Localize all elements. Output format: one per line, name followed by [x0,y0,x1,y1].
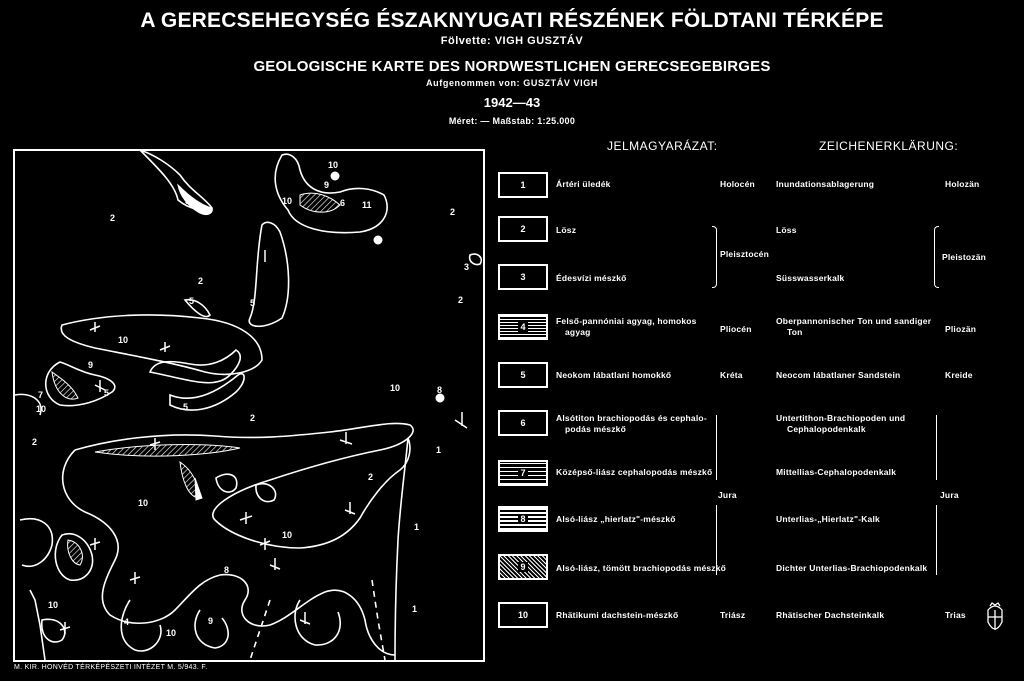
legend-label-de: Inundationsablagerung [776,179,875,189]
legend-label-hu: Alsó-liász „hierlatz"-mészkő [556,514,676,524]
hatched-body [300,193,340,212]
formation-outline [216,474,237,492]
hatched-body [95,445,240,457]
legend-swatch: 7 [498,460,548,486]
map-frame [14,150,484,661]
legend-header-hungarian: JELMAGYARÁZAT: [607,139,718,153]
map-label: 10 [166,628,177,638]
legend-label-de: Mittellias-Cephalopodenkalk [776,467,897,477]
map-label: 1 [414,522,420,532]
formation-outline [42,619,65,642]
legend-label-de: Oberpannonischer Ton und sandiger [776,316,932,326]
legend-group-pleistocene-de: Pleistozän [942,252,987,262]
legend-bracket [712,226,717,288]
dip-symbol [90,538,100,550]
map-label: 2 [198,276,204,286]
legend-swatch: 6 [498,410,548,436]
dip-symbol [240,512,252,524]
formation-outline [63,450,395,655]
solid-body [178,185,212,215]
map-label: 9 [324,180,330,190]
map-label: 5 [189,296,195,306]
legend-age-de: Kreide [945,370,973,380]
legend-label-de: Dichter Unterlias-Brachiopodenkalk [776,563,928,573]
legend-age-de: Pliozän [945,324,977,334]
map-label: 10 [282,530,293,540]
map-label: 5 [185,196,191,206]
map-label: 3 [464,262,470,272]
legend-label-hu: Alsó-liász, tömött brachiopodás mészkő [556,563,727,573]
legend-label-de: Neocom lábatlaner Sandstein [776,370,901,380]
legend-bracket-line [716,505,717,575]
legend-swatch: 9 [498,554,548,580]
dip-symbol [130,572,140,584]
legend-group-jura-hu: Jura [718,490,737,500]
legend-label-hu: Felső-pannóniai agyag, homokos [556,316,697,326]
dip-symbol [345,502,355,514]
legend-label-hu: Neokom lábatlani homokkő [556,370,672,380]
map-label: 11 [362,200,372,210]
formation-outline [250,600,270,660]
map-title-hungarian: A GERECSEHEGYSÉG ÉSZAKNYUGATI RÉSZÉNEK FÖLDTANI TÉRKÉPE [140,9,884,32]
legend-bracket [934,226,939,288]
map-label: 1 [412,604,418,614]
map-label: 10 [118,335,129,345]
dip-symbol [455,412,467,428]
spot [374,236,382,244]
legend-bracket-line [716,415,717,480]
map-label: 10 [390,383,401,393]
map-label: 9 [88,360,94,370]
map-label: 2 [368,472,374,482]
legend-age-hu: Holocén [720,179,755,189]
formation-outline [470,254,482,264]
legend-age-hu: Kréta [720,370,743,380]
map-label: 7 [38,390,44,400]
map-label: 10 [36,404,47,414]
map-label: 5 [104,388,110,398]
dip-symbol [340,432,352,444]
map-scale: Méret: — Maßstab: 1:25.000 [448,116,576,126]
legend-age-hu: Pliocén [720,324,752,334]
legend-age-de: Holozän [945,179,980,189]
spot [436,394,444,402]
legend-label-de: Süsswasserkalk [776,273,845,283]
legend-label-de: Löss [776,225,797,235]
hatched-body [52,372,78,399]
legend-label-de-cont: Ton [787,327,803,337]
solid-body [195,478,202,500]
legend-label-hu-cont: podás mészkő [565,424,626,434]
map-label: 9 [208,616,214,626]
legend-label-hu: Édesvízi mészkő [556,273,627,283]
map-title-german: GEOLOGISCHE KARTE DES NORDWESTLICHEN GERECSEGEBIRGES [253,58,771,75]
formation-outline [30,590,45,660]
legend-bracket-line [936,415,937,480]
formation-outline [20,519,52,567]
formation-outline [256,484,276,502]
legend-label-hu: Ártéri üledék [556,179,611,189]
map-label: 2 [110,213,116,223]
legend-label-de: Rhätischer Dachsteinkalk [776,610,885,620]
dip-symbol [90,322,100,332]
map-label: 10 [328,160,339,170]
legend-swatch: 10 [498,602,548,628]
map-label: 10 [282,196,293,206]
legend-label-hu: Alsótiton brachiopodás és cephalo- [556,413,707,423]
spot [331,172,339,180]
legend-swatch: 1 [498,172,548,198]
formation-outline [150,350,240,383]
legend-label-hu: Lösz [556,225,577,235]
map-label: 10 [138,498,149,508]
legend-group-jura-de: Jura [940,490,959,500]
map-label: 2 [458,295,464,305]
map-label: 2 [450,207,456,217]
dip-symbol [270,558,280,570]
dip-symbol [300,612,310,624]
formation-outline [140,150,212,210]
legend-bracket-line [936,505,937,575]
surveyor-german: Aufgenommen von: GUSZTÁV VIGH [426,78,598,88]
legend-label-de: Unterlias-„Hierlatz"-Kalk [776,514,880,524]
legend-swatch: 5 [498,362,548,388]
dip-symbol [160,342,170,352]
formation-outline [75,423,413,548]
legend-swatch: 2 [498,216,548,242]
map-label: 2 [250,413,256,423]
legend-label-de-cont: Cephalopodenkalk [787,424,866,434]
map-label: 6 [340,198,346,208]
map-label: 5 [183,402,189,412]
legend-label-hu-cont: agyag [565,327,591,337]
legend-header-german: ZEICHENERKLÄRUNG: [819,139,959,153]
map-label: 8 [224,565,230,575]
map-label: 8 [437,385,443,395]
legend-label-hu: Középső-liász cephalopodás mészkő [556,467,713,477]
legend-label-hu: Rhätikumi dachstein-mészkő [556,610,679,620]
legend-swatch: 4 [498,314,548,340]
coat-of-arms-icon [984,602,1006,638]
legend-age-hu: Triász [720,610,746,620]
map-label: 1 [436,445,442,455]
legend-label-de: Untertithon-Brachiopoden und [776,413,906,423]
surveyor-hungarian: Fölvette: VIGH GUSZTÁV [440,35,584,47]
legend-group-pleistocene-hu: Pleisztocén [720,249,769,259]
legend-swatch: 3 [498,264,548,290]
map-label: 5 [250,298,256,308]
formation-outline [249,222,288,326]
map-label: 10 [48,600,59,610]
map-label: 2 [32,437,38,447]
survey-years: 1942—43 [483,95,541,110]
legend-swatch: 8 [498,506,548,532]
map-label: 4 [124,617,130,627]
legend-age-de: Trias [945,610,966,620]
hatched-body [68,540,83,565]
printer-imprint: M. KIR. HONVÉD TÉRKÉPÉSZETI INTÉZET M. 5/943. F. [14,664,208,671]
